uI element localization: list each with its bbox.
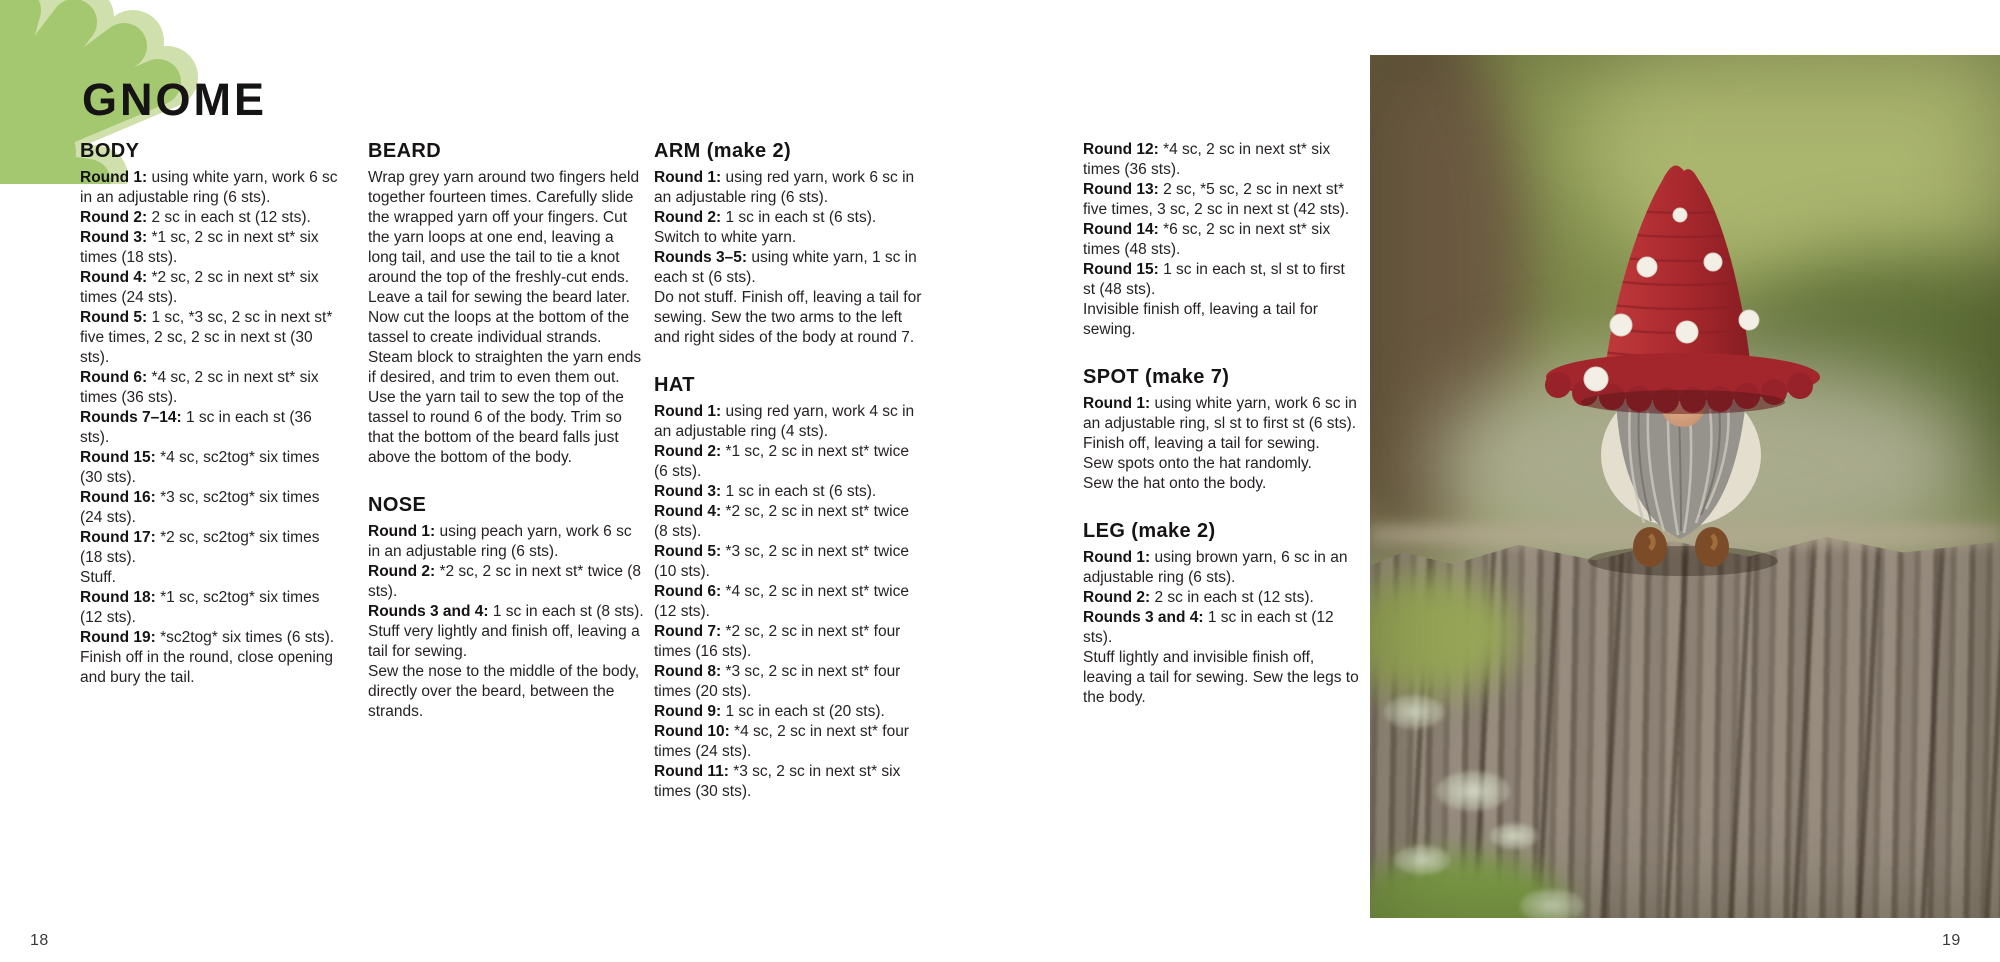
pattern-section (1083, 366, 1361, 494)
pattern-text: Round 15: 1 sc in each st, sl st to first st (48 sts). (1083, 261, 1345, 298)
pattern-column-4 (1083, 140, 1361, 708)
pattern-text: Invisible finish off, leaving a tail for sewing. (1083, 301, 1318, 338)
pattern-text: Round 4: *2 sc, 2 sc in next st* twice (8 sts). (654, 503, 909, 540)
section-heading: SPOT (make 7) (1083, 366, 1230, 388)
pattern-section (368, 494, 646, 722)
pattern-text: Round 19: *sc2tog* six times (6 sts). (80, 629, 335, 646)
pattern-text: Stuff. (80, 569, 116, 586)
section-heading: BODY (80, 140, 140, 162)
pattern-text: Round 11: *3 sc, 2 sc in next st* six times (30 sts). (654, 763, 901, 800)
section-heading: BEARD (368, 140, 442, 162)
pattern-text: Switch to white yarn. (654, 229, 797, 246)
pattern-text: Sew spots onto the hat randomly. (1083, 455, 1312, 472)
pattern-text: Round 17: *2 sc, sc2tog* six times (18 sts). (80, 529, 320, 566)
pattern-text: Round 16: *3 sc, sc2tog* six times (24 sts). (80, 489, 320, 526)
pattern-text: Round 1: using red yarn, work 4 sc in an adjustable ring (4 sts). (654, 403, 915, 440)
section-heading: ARM (make 2) (654, 140, 792, 162)
pattern-text: Finish off in the round, close opening and bury the tail. (80, 649, 334, 686)
pattern-section (1083, 520, 1361, 708)
pattern-section (368, 140, 646, 468)
pattern-text: Rounds 3 and 4: 1 sc in each st (8 sts). (368, 603, 644, 620)
pattern-text: Round 2: 2 sc in each st (12 sts). (80, 209, 311, 226)
section-heading: NOSE (368, 494, 427, 516)
pattern-text: Round 1: using red yarn, work 6 sc in an adjustable ring (6 sts). (654, 169, 915, 206)
pattern-text: Rounds 3–5: using white yarn, 1 sc in each st (6 sts). (654, 249, 917, 286)
pattern-text: Round 5: *3 sc, 2 sc in next st* twice (10 sts). (654, 543, 909, 580)
pattern-section (654, 140, 926, 348)
pattern-text: Round 3: 1 sc in each st (6 sts). (654, 483, 877, 500)
pattern-text: Rounds 7–14: 1 sc in each st (36 sts). (80, 409, 312, 446)
pattern-text: Round 7: *2 sc, 2 sc in next st* four times (16 sts). (654, 623, 901, 660)
pattern-text: Round 1: using brown yarn, 6 sc in an adjustable ring (6 sts). (1083, 549, 1348, 586)
page-number-left: 18 (30, 932, 49, 949)
pattern-text: Round 4: *2 sc, 2 sc in next st* six times (24 sts). (80, 269, 319, 306)
pattern-text: Round 10: *4 sc, 2 sc in next st* four times (24 sts). (654, 723, 909, 760)
pattern-section (654, 374, 926, 802)
pattern-text: Rounds 3 and 4: 1 sc in each st (12 sts). (1083, 609, 1334, 646)
pattern-column-2 (368, 140, 646, 722)
pattern-column-1 (80, 140, 342, 688)
pattern-text: Round 18: *1 sc, sc2tog* six times (12 sts). (80, 589, 320, 626)
pattern-columns (0, 140, 1370, 920)
pattern-text: Round 2: 2 sc in each st (12 sts). (1083, 589, 1314, 606)
pattern-text: Round 8: *3 sc, 2 sc in next st* four times (20 sts). (654, 663, 901, 700)
pattern-text: Round 6: *4 sc, 2 sc in next st* twice (12 sts). (654, 583, 909, 620)
pattern-text: Round 1: using peach yarn, work 6 sc in an adjustable ring (6 sts). (368, 523, 632, 560)
pattern-text: Do not stuff. Finish off, leaving a tail for sewing. Sew the two arms to the left and right sides of the body at round 7. (654, 289, 922, 346)
pattern-text: Round 2: *2 sc, 2 sc in next st* twice (8 sts). (368, 563, 642, 600)
pattern-text: Stuff lightly and invisible finish off, leaving a tail for sewing. Sew the legs to the body. (1083, 649, 1359, 706)
pattern-text: Wrap grey yarn around two fingers held together fourteen times. Carefully slide the wrapped yarn off your fingers. Cut the yarn loops at one end, leaving a long tail, and use the tail to tie a knot around the top of the freshly-cut ends. Leave a tail for sewing the beard later. Now cut the loops at the bottom of the tassel to create individual strands. Steam block to straighten the yarn ends if desired, and trim to even them out. Use the yarn tail to sew the top of the tassel to round 6 of the body. Trim so that the bottom of the beard falls just above the bottom of the body. (368, 169, 642, 466)
photo-vignette (1370, 55, 2000, 918)
pattern-text: Round 9: 1 sc in each st (20 sts). (654, 703, 885, 720)
pattern-text: Round 1: using white yarn, work 6 sc in an adjustable ring (6 sts). (80, 169, 338, 206)
pattern-text: Round 14: *6 sc, 2 sc in next st* six times (48 sts). (1083, 221, 1331, 258)
pattern-text: Round 3: *1 sc, 2 sc in next st* six times (18 sts). (80, 229, 319, 266)
pattern-text: Round 2: 1 sc in each st (6 sts). (654, 209, 877, 226)
section-heading: LEG (make 2) (1083, 520, 1216, 542)
pattern-text: Round 1: using white yarn, work 6 sc in an adjustable ring, sl st to first st (6 sts). (1083, 395, 1357, 432)
page-title: GNOME (82, 74, 268, 126)
pattern-text: Round 13: 2 sc, *5 sc, 2 sc in next st* five times, 3 sc, 2 sc in next st (42 sts). (1083, 181, 1350, 218)
pattern-text: Sew the hat onto the body. (1083, 475, 1267, 492)
pattern-column-3 (654, 140, 926, 802)
pattern-text: Sew the nose to the middle of the body, directly over the beard, between the strands. (368, 663, 640, 720)
pattern-text: Round 15: *4 sc, sc2tog* six times (30 sts). (80, 449, 320, 486)
page-number-right: 19 (1942, 932, 1961, 949)
pattern-text: Round 12: *4 sc, 2 sc in next st* six times (36 sts). (1083, 141, 1331, 178)
pattern-text: Round 5: 1 sc, *3 sc, 2 sc in next st* five times, 2 sc, 2 sc in next st (30 sts). (80, 309, 333, 366)
gnome-photo (1370, 55, 2000, 918)
section-heading: HAT (654, 374, 695, 396)
pattern-text: Finish off, leaving a tail for sewing. (1083, 435, 1320, 452)
pattern-text: Round 6: *4 sc, 2 sc in next st* six times (36 sts). (80, 369, 319, 406)
pattern-section (80, 140, 342, 688)
pattern-text: Stuff very lightly and finish off, leaving a tail for sewing. (368, 623, 640, 660)
pattern-section (1083, 140, 1361, 340)
pattern-text: Round 2: *1 sc, 2 sc in next st* twice (6 sts). (654, 443, 909, 480)
